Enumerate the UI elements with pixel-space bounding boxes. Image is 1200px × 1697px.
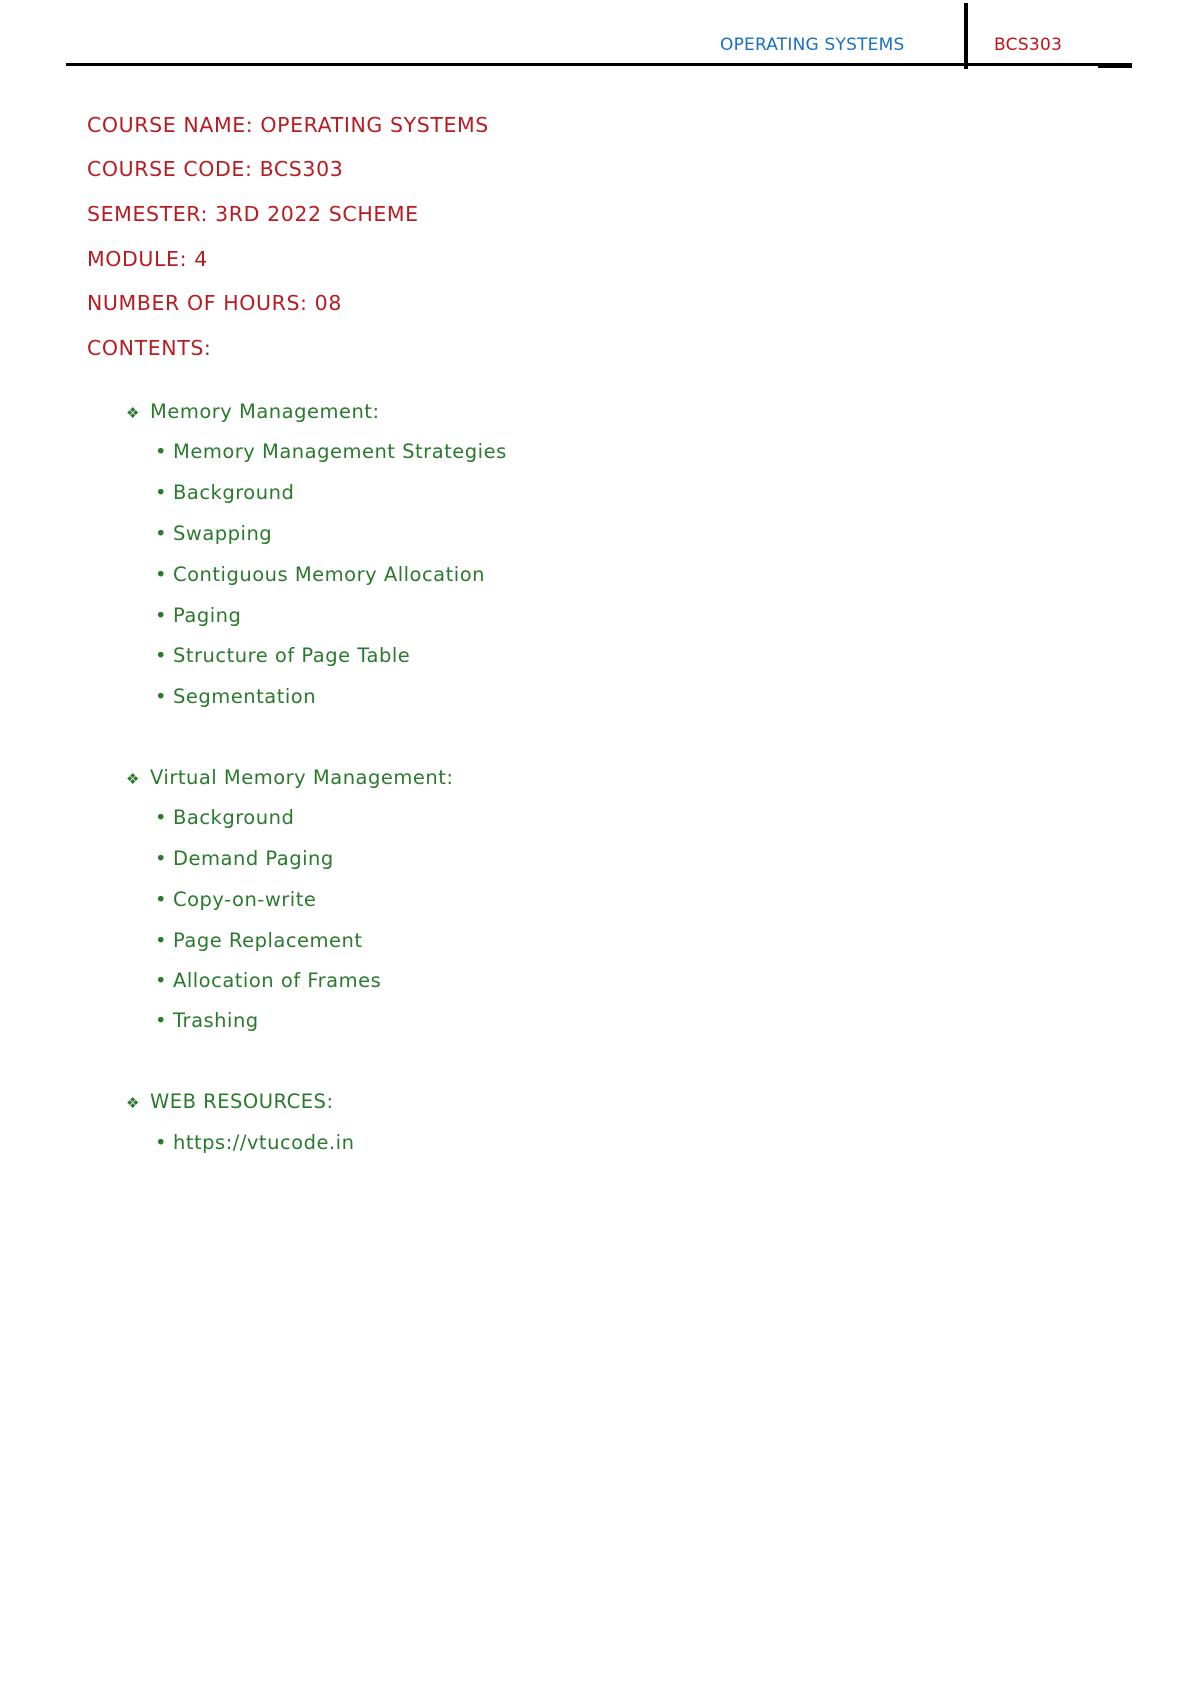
course-name: COURSE NAME: OPERATING SYSTEMS — [87, 113, 489, 137]
bullet-icon: • — [155, 481, 168, 504]
bullet-icon: • — [155, 685, 168, 708]
header-divider — [964, 3, 968, 69]
list-item — [155, 969, 381, 992]
list-item — [155, 481, 294, 504]
bullet-icon: • — [155, 888, 168, 911]
diamond-bullet-icon: ❖ — [126, 770, 140, 788]
list-item-label: Paging — [173, 604, 242, 627]
list-item — [155, 604, 241, 627]
web-resource-url[interactable]: https://vtucode.in — [173, 1131, 355, 1154]
header-rule-end — [1098, 64, 1132, 68]
contents-heading: CONTENTS: — [87, 336, 212, 360]
course-semester: SEMESTER: 3RD 2022 SCHEME — [87, 202, 419, 226]
list-item-label: Background — [173, 806, 295, 829]
course-module: MODULE: 4 — [87, 247, 208, 271]
list-item — [155, 1009, 259, 1032]
section-heading-virtual-memory — [126, 766, 453, 789]
header-title: OPERATING SYSTEMS — [720, 35, 905, 55]
bullet-icon: • — [155, 847, 168, 870]
bullet-icon: • — [155, 1009, 168, 1032]
bullet-icon: • — [155, 1131, 168, 1154]
list-item-label: Contiguous Memory Allocation — [173, 563, 485, 586]
section-title: Virtual Memory Management: — [150, 766, 454, 789]
bullet-icon: • — [155, 563, 168, 586]
list-item-label: Segmentation — [173, 685, 317, 708]
diamond-bullet-icon: ❖ — [126, 404, 140, 422]
bullet-icon: • — [155, 806, 168, 829]
list-item-label: Background — [173, 481, 295, 504]
section-title: WEB RESOURCES: — [150, 1090, 334, 1113]
list-item — [155, 522, 272, 545]
list-item-label: Copy-on-write — [173, 888, 317, 911]
bullet-icon: • — [155, 440, 168, 463]
list-item-label: Page Replacement — [173, 929, 363, 952]
list-item — [155, 685, 316, 708]
list-item — [155, 563, 485, 586]
list-item-label: Demand Paging — [173, 847, 334, 870]
bullet-icon: • — [155, 644, 168, 667]
list-item — [155, 888, 316, 911]
list-item-label: Allocation of Frames — [173, 969, 382, 992]
course-code: COURSE CODE: BCS303 — [87, 157, 344, 181]
list-item — [155, 644, 410, 667]
list-item — [155, 929, 363, 952]
header-course-code: BCS303 — [994, 35, 1063, 55]
section-heading-web-resources — [126, 1090, 334, 1113]
list-item-label: Memory Management Strategies — [173, 440, 507, 463]
bullet-icon: • — [155, 969, 168, 992]
list-item-label: Trashing — [173, 1009, 259, 1032]
list-item — [155, 847, 334, 870]
web-resource-link[interactable] — [155, 1131, 354, 1154]
list-item — [155, 440, 507, 463]
list-item-label: Swapping — [173, 522, 273, 545]
bullet-icon: • — [155, 929, 168, 952]
header-rule-accent — [246, 64, 906, 66]
bullet-icon: • — [155, 522, 168, 545]
list-item — [155, 806, 294, 829]
bullet-icon: • — [155, 604, 168, 627]
section-title: Memory Management: — [150, 400, 380, 423]
diamond-bullet-icon: ❖ — [126, 1094, 140, 1112]
section-heading-memory-management — [126, 400, 380, 423]
course-hours: NUMBER OF HOURS: 08 — [87, 291, 342, 315]
list-item-label: Structure of Page Table — [173, 644, 411, 667]
